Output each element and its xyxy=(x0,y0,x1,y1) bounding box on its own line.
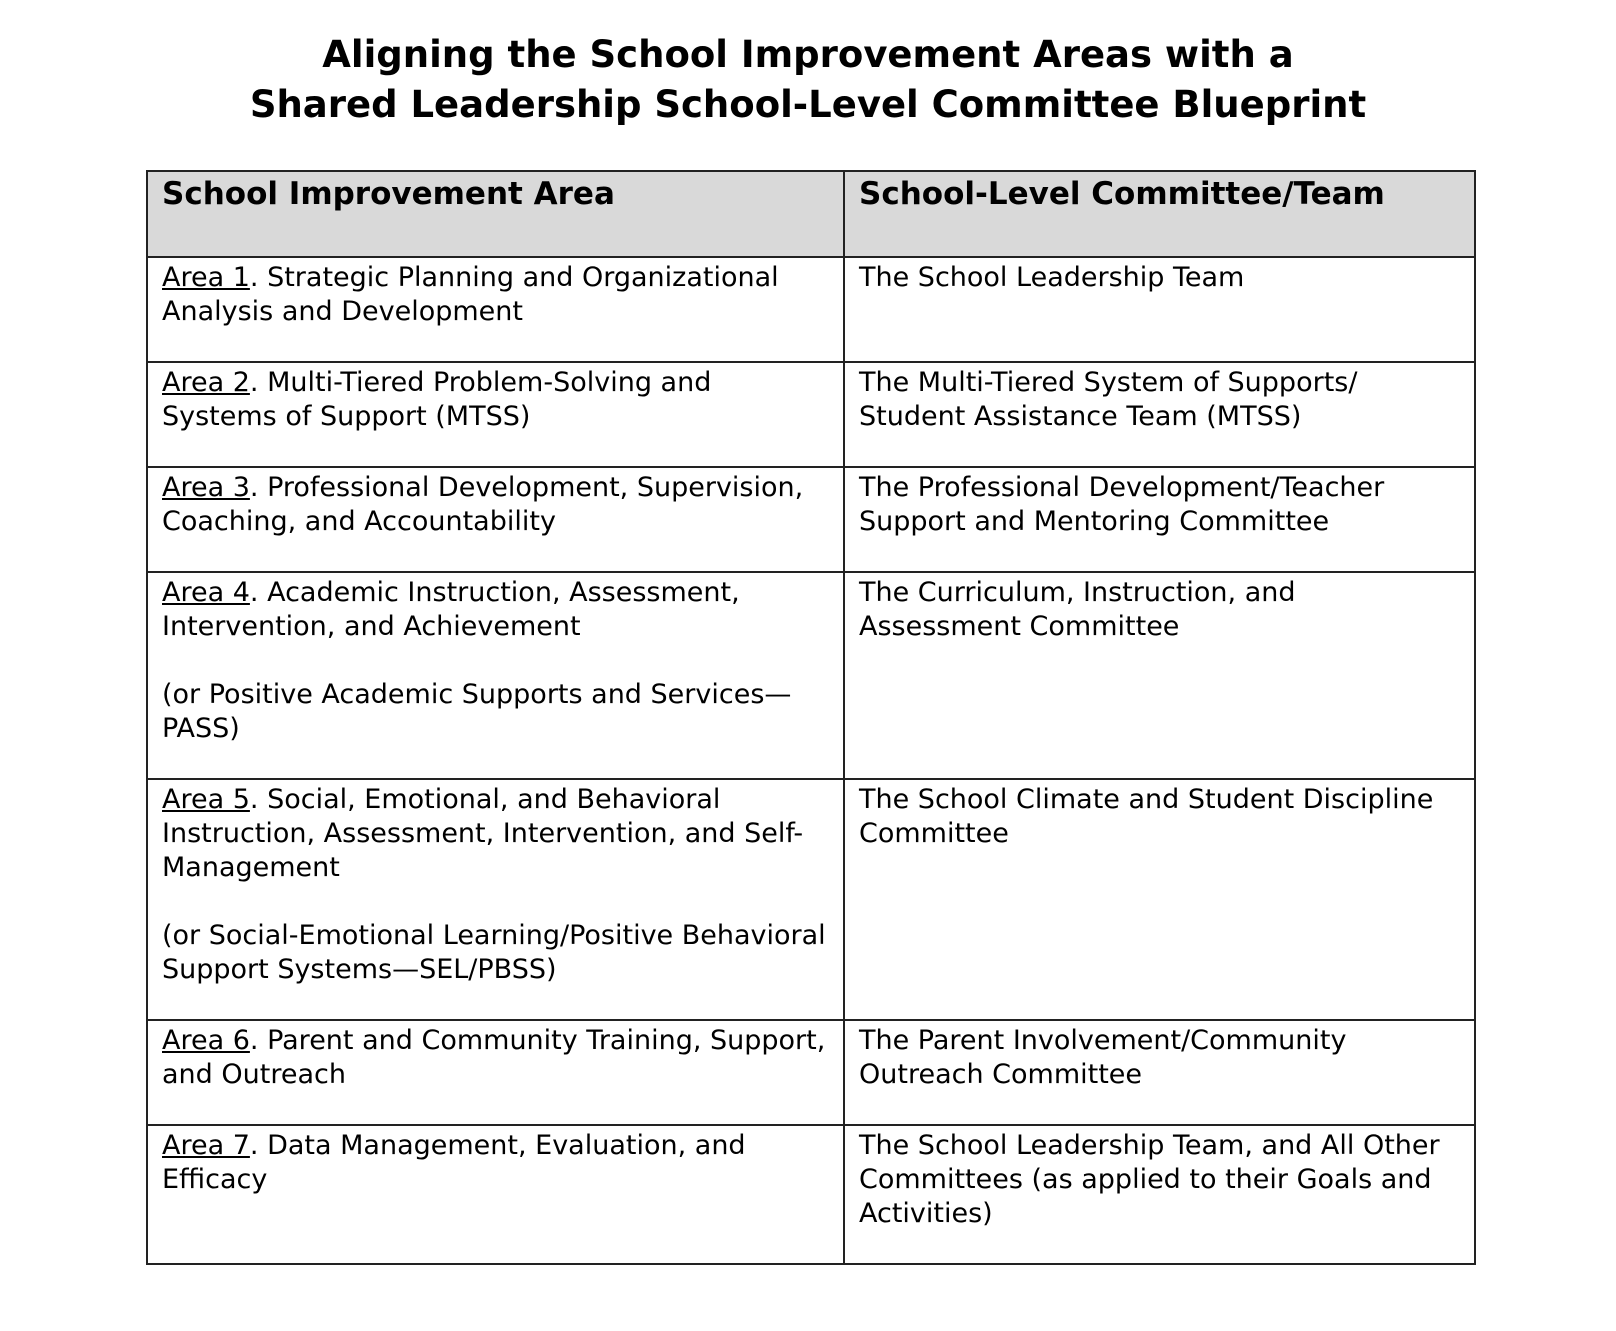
improvement-area-cell xyxy=(147,1020,844,1125)
area-description: . Academic Instruction, Assessment, Intervention, and Achievement xyxy=(162,577,740,642)
committee-cell: The Parent Involvement/Community Outreach Committee xyxy=(844,1020,1475,1125)
committee-cell: The School Leadership Team xyxy=(844,257,1475,362)
table-header-row xyxy=(147,171,1475,257)
table-row xyxy=(147,467,1475,572)
area-label: Area 6 xyxy=(162,1025,250,1056)
area-label: Area 4 xyxy=(162,577,250,608)
table-row xyxy=(147,1020,1475,1125)
improvement-area-cell xyxy=(147,467,844,572)
table-row xyxy=(147,257,1475,362)
improvement-area-cell xyxy=(147,1125,844,1264)
table-row xyxy=(147,362,1475,467)
column-header-improvement-area: School Improvement Area xyxy=(147,171,844,257)
table-row xyxy=(147,1125,1475,1264)
area-description: . Data Management, Evaluation, and Efficacy xyxy=(162,1130,746,1195)
area-label: Area 3 xyxy=(162,472,250,503)
blueprint-table xyxy=(146,170,1476,1265)
area-label: Area 5 xyxy=(162,784,250,815)
area-description: . Professional Development, Supervision, Coaching, and Accountability xyxy=(162,472,804,537)
page-title-line-2: Shared Leadership School-Level Committee Blueprint xyxy=(249,83,1367,126)
table-row xyxy=(147,779,1475,1020)
committee-cell: The School Leadership Team, and All Other Committees (as applied to their Goals and Activities) xyxy=(844,1125,1475,1264)
area-description: . Parent and Community Training, Support, and Outreach xyxy=(162,1025,826,1090)
committee-cell: The Curriculum, Instruction, and Assessment Committee xyxy=(844,572,1475,779)
area-label: Area 1 xyxy=(162,262,250,293)
column-header-committee: School-Level Committee/Team xyxy=(844,171,1475,257)
area-description: . Strategic Planning and Organizational Analysis and Development xyxy=(162,262,779,327)
area-label: Area 7 xyxy=(162,1130,250,1161)
page-title-line-1: Aligning the School Improvement Areas with a xyxy=(322,33,1294,76)
improvement-area-cell xyxy=(147,257,844,362)
improvement-area-cell xyxy=(147,572,844,779)
committee-cell: The Professional Development/Teacher Support and Mentoring Committee xyxy=(844,467,1475,572)
area-description: . Social, Emotional, and Behavioral Instruction, Assessment, Intervention, and Self-Management xyxy=(162,784,804,883)
table-row xyxy=(147,572,1475,779)
area-alternate-name: (or Social-Emotional Learning/Positive Behavioral Support Systems—SEL/PBSS) xyxy=(162,920,826,985)
area-description: . Multi-Tiered Problem-Solving and Systems of Support (MTSS) xyxy=(162,367,712,432)
area-alternate-name: (or Positive Academic Supports and Services—PASS) xyxy=(162,679,792,744)
page-title xyxy=(0,30,1616,130)
improvement-area-cell xyxy=(147,779,844,1020)
area-label: Area 2 xyxy=(162,367,250,398)
committee-cell: The School Climate and Student Discipline Committee xyxy=(844,779,1475,1020)
committee-cell: The Multi-Tiered System of Supports/ Student Assistance Team (MTSS) xyxy=(844,362,1475,467)
improvement-area-cell xyxy=(147,362,844,467)
